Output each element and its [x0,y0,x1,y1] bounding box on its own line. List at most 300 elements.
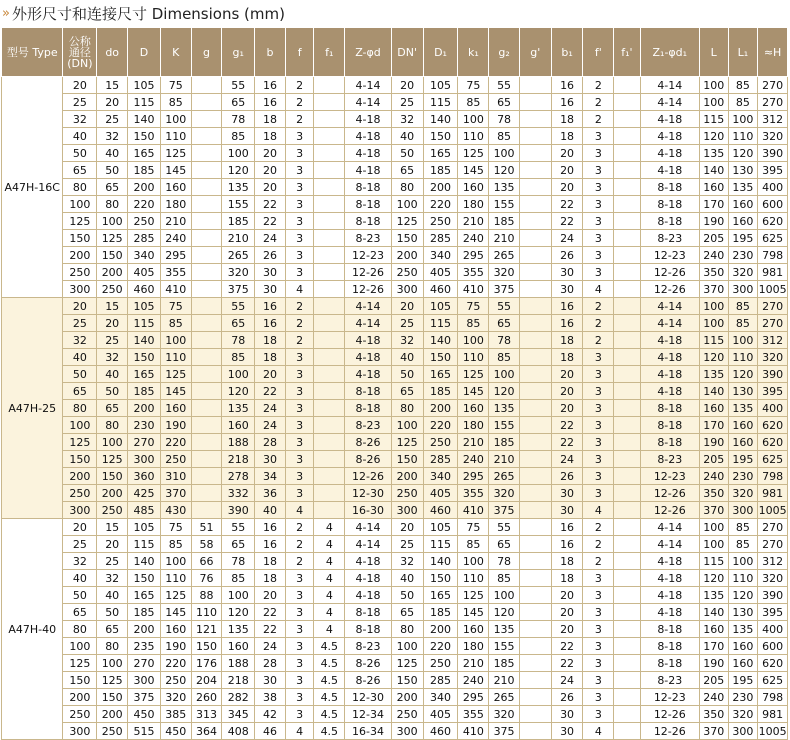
table-cell: 16-30 [345,502,392,519]
table-cell: 135 [699,366,728,383]
table-cell: 100 [63,417,97,434]
table-cell: 4 [583,723,614,740]
table-cell: 3 [583,621,614,638]
table-cell: 100 [222,587,255,604]
table-cell: 100 [97,434,128,451]
table-cell: 185 [128,383,161,400]
table-cell [614,621,640,638]
table-cell: 100 [391,638,423,655]
table-cell: 405 [423,706,458,723]
table-cell: 240 [160,230,191,247]
table-cell: 185 [128,604,161,621]
table-cell: 8-18 [640,179,699,196]
table-cell: 3 [285,400,314,417]
table-cell: 185 [489,655,520,672]
table-cell [519,655,551,672]
table-cell: 1005 [758,503,787,517]
table-cell: 36 [255,485,286,502]
table-row [2,145,788,162]
table-cell: 100 [699,298,728,315]
table-cell: 85 [160,94,191,111]
table-cell: 120 [489,604,520,621]
table-cell [519,247,551,264]
table-cell: 66 [191,553,222,570]
table-cell: 220 [423,196,458,213]
table-cell: 4 [314,587,345,604]
table-cell: 270 [758,298,788,315]
table-row [2,672,788,689]
table-cell: 22 [551,417,583,434]
table-cell: 220 [423,638,458,655]
table-cell [614,536,640,553]
table-cell: 165 [423,587,458,604]
table-row [2,621,788,638]
table-cell: 100 [458,111,489,128]
table-cell: 3 [285,570,314,587]
table-cell [314,332,345,349]
table-cell: 135 [728,621,758,638]
table-cell: 3 [285,230,314,247]
table-cell: 4-14 [640,298,699,315]
table-cell: 2 [583,332,614,349]
header-cell: g [191,28,222,77]
table-cell: 20 [551,162,583,179]
table-cell: 20 [391,298,423,315]
table-cell: 80 [97,638,128,655]
table-cell: 3 [583,128,614,145]
table-cell: 20 [97,315,128,332]
table-cell [314,196,345,213]
table-cell: 105 [128,77,161,94]
table-cell: 80 [63,621,97,638]
table-cell: 620 [758,213,788,230]
table-cell: 2 [583,536,614,553]
table-cell [614,230,640,247]
table-cell: 4 [285,281,314,298]
table-cell: 4-18 [345,570,392,587]
table-row [2,400,788,417]
table-cell: 78 [489,332,520,349]
table-cell: 320 [160,689,191,706]
table-cell: 205 [699,451,728,468]
table-cell: 3 [583,434,614,451]
table-cell: 2 [583,298,614,315]
table-cell: 190 [699,434,728,451]
table-cell: 4-18 [640,349,699,366]
table-cell: 125 [458,587,489,604]
table-cell: 20 [551,621,583,638]
table-cell: 3 [285,672,314,689]
table-cell: 185 [423,604,458,621]
table-cell [614,332,640,349]
table-cell: 22 [551,434,583,451]
table-cell: 160 [699,179,728,196]
table-cell: 4 [314,604,345,621]
table-cell: 65 [489,536,520,553]
table-cell: 250 [97,723,128,740]
table-cell: 240 [699,468,728,485]
table-cell: 8-23 [640,230,699,247]
table-cell: 3 [285,485,314,502]
table-cell: 100 [699,536,728,553]
table-cell: 200 [128,179,161,196]
table-cell: 55 [489,298,520,315]
table-cell: 460 [423,281,458,298]
table-cell: 160 [699,621,728,638]
model-cell: A47H-40 [2,519,63,740]
table-cell: 4-18 [640,553,699,570]
table-cell [519,77,551,94]
table-cell: 220 [128,196,161,213]
table-cell: 25 [97,332,128,349]
table-cell: 3 [583,655,614,672]
table-cell: 18 [255,332,286,349]
table-cell [314,400,345,417]
table-cell: 85 [222,349,255,366]
table-cell [614,689,640,706]
table-cell: 40 [255,502,286,519]
table-cell: 150 [128,570,161,587]
table-cell: 145 [160,162,191,179]
table-cell: 250 [128,213,161,230]
table-cell: 121 [191,621,222,638]
table-cell: 300 [63,723,97,740]
table-cell: 125 [63,655,97,672]
table-cell: 30 [551,281,583,298]
table-cell: 313 [191,706,222,723]
table-cell: 160 [458,400,489,417]
table-cell: 115 [423,536,458,553]
table-cell: 285 [128,230,161,247]
table-cell: 4-18 [640,145,699,162]
table-row [2,587,788,604]
table-row [2,383,788,400]
table-cell: 320 [758,349,788,366]
table-cell: 18 [551,553,583,570]
table-cell: 65 [391,162,423,179]
table-cell: 285 [423,451,458,468]
table-cell: 4-14 [345,94,392,111]
table-cell: 278 [222,468,255,485]
table-row [2,264,788,281]
table-cell: 4-18 [640,332,699,349]
table-cell: 204 [191,672,222,689]
table-cell [519,417,551,434]
header-cell: g₁ [222,28,255,77]
table-cell: 240 [458,451,489,468]
table-cell: 100 [160,553,191,570]
table-cell: 155 [222,196,255,213]
table-cell [614,468,640,485]
table-cell: 4-14 [345,77,392,94]
table-cell: 190 [160,638,191,655]
table-cell: 3 [285,179,314,196]
table-cell: 200 [63,689,97,706]
table-cell [314,230,345,247]
table-cell: 3 [285,366,314,383]
table-row [2,281,788,298]
table-cell: 145 [160,383,191,400]
table-cell: 20 [551,604,583,621]
table-cell: 24 [551,672,583,689]
table-cell: 981 [758,485,788,502]
table-cell: 65 [63,383,97,400]
table-cell: 240 [458,230,489,247]
table-cell [314,179,345,196]
table-cell: 12-30 [345,485,392,502]
table-cell: 150 [128,128,161,145]
table-cell: 515 [128,723,161,740]
table-cell: 340 [128,247,161,264]
header-cell: Z₁-φd₁ [640,28,699,77]
table-cell: 100 [699,77,728,94]
table-cell: 12-23 [640,468,699,485]
table-cell: 395 [758,604,788,621]
table-cell: 24 [255,417,286,434]
table-cell: 160 [728,638,758,655]
table-cell: 65 [391,383,423,400]
table-cell: 270 [758,519,788,536]
table-cell: 85 [489,570,520,587]
table-cell: 220 [160,655,191,672]
table-cell: 200 [423,400,458,417]
table-cell: 250 [423,213,458,230]
table-cell [519,587,551,604]
table-cell [614,672,640,689]
table-cell: 345 [222,706,255,723]
table-cell: 8-18 [345,604,392,621]
table-cell: 80 [391,621,423,638]
table-cell: 8-23 [345,638,392,655]
table-cell [191,434,222,451]
table-cell: 2 [285,111,314,128]
table-cell [191,247,222,264]
table-cell: 100 [63,196,97,213]
table-row [2,536,788,553]
table-cell [191,281,222,298]
table-cell: 22 [551,213,583,230]
table-cell: 50 [63,145,97,162]
table-cell: 185 [423,162,458,179]
table-cell [519,638,551,655]
table-cell: 320 [728,264,758,281]
table-cell: 24 [255,230,286,247]
table-cell: 110 [160,349,191,366]
table-cell [519,196,551,213]
table-cell: 3 [583,230,614,247]
table-cell: 218 [222,672,255,689]
table-cell [191,383,222,400]
table-cell: 110 [458,349,489,366]
table-cell [519,281,551,298]
table-cell [519,349,551,366]
table-cell: 110 [458,128,489,145]
table-cell: 270 [128,434,161,451]
table-cell: 12-34 [345,706,392,723]
table-cell [314,94,345,111]
table-cell: 115 [699,111,728,128]
table-cell [191,451,222,468]
table-cell: 40 [63,349,97,366]
table-cell [614,417,640,434]
table-cell: 312 [758,553,788,570]
table-cell: 25 [391,536,423,553]
table-cell: 395 [758,162,788,179]
table-cell: 350 [699,485,728,502]
title-bar [0,0,790,27]
table-cell: 40 [63,128,97,145]
table-cell [314,366,345,383]
table-cell: 4 [285,502,314,519]
table-cell: 130 [728,383,758,400]
table-cell [519,111,551,128]
table-cell: 375 [489,723,520,740]
table-cell [519,451,551,468]
table-cell [614,383,640,400]
table-cell: 285 [423,672,458,689]
table-cell: 320 [728,706,758,723]
table-cell: 120 [222,604,255,621]
table-cell: 3 [583,366,614,383]
table-cell: 65 [97,400,128,417]
table-cell [614,587,640,604]
table-cell: 110 [728,128,758,145]
table-cell: 16 [551,94,583,111]
table-cell: 200 [391,468,423,485]
table-cell: 340 [423,468,458,485]
table-cell: 20 [551,366,583,383]
table-cell: 18 [551,111,583,128]
table-cell [519,264,551,281]
table-cell [314,264,345,281]
table-cell: 390 [758,366,788,383]
table-cell: 40 [391,570,423,587]
table-row [2,162,788,179]
table-cell [519,689,551,706]
table-cell: 320 [489,706,520,723]
table-cell: 120 [489,162,520,179]
table-cell [519,230,551,247]
table-cell [519,162,551,179]
table-cell [519,672,551,689]
table-cell [519,213,551,230]
table-cell: 12-26 [345,264,392,281]
table-cell: 140 [423,553,458,570]
table-cell: 40 [97,587,128,604]
table-cell [191,162,222,179]
table-cell: 32 [63,553,97,570]
table-cell [519,604,551,621]
table-cell: 375 [489,281,520,298]
table-cell [614,145,640,162]
table-cell: 3 [583,179,614,196]
table-cell: 410 [160,281,191,298]
table-cell: 4-18 [345,111,392,128]
table-cell: 320 [758,570,788,587]
table-cell: 370 [699,723,728,740]
table-cell: 8-18 [345,196,392,213]
table-cell [191,400,222,417]
table-cell [614,434,640,451]
table-cell: 250 [391,485,423,502]
table-cell [519,94,551,111]
table-cell: 105 [128,298,161,315]
table-cell [314,434,345,451]
header-cell: g₂ [489,28,520,77]
table-cell [614,451,640,468]
table-cell: 185 [423,383,458,400]
table-cell: 55 [222,519,255,536]
table-cell: 4-18 [345,553,392,570]
table-cell: 250 [160,672,191,689]
table-cell: 160 [728,655,758,672]
table-cell [519,383,551,400]
table-cell: 75 [160,519,191,536]
table-cell: 3 [583,587,614,604]
table-cell: 8-18 [345,213,392,230]
table-cell [614,604,640,621]
table-cell: 8-23 [640,451,699,468]
header-cell: DN' [391,28,423,77]
table-cell: 8-18 [640,400,699,417]
table-cell: 600 [758,638,788,655]
table-cell [191,77,222,94]
table-cell: 390 [758,587,788,604]
table-cell: 80 [63,400,97,417]
table-cell: 50 [97,162,128,179]
table-cell [314,417,345,434]
table-cell: 3 [583,417,614,434]
header-cell: k₁ [458,28,489,77]
table-cell: 3 [285,706,314,723]
table-cell: 85 [160,536,191,553]
table-cell: 65 [222,536,255,553]
table-cell: 30 [551,706,583,723]
table-cell: 265 [489,468,520,485]
table-cell: 3 [285,604,314,621]
table-cell: 100 [160,111,191,128]
header-row [2,28,788,77]
table-cell: 16 [551,536,583,553]
table-cell: 270 [758,94,788,111]
table-cell: 165 [128,145,161,162]
table-cell [614,723,640,740]
table-cell: 250 [63,264,97,281]
table-cell: 100 [699,519,728,536]
table-cell: 40 [391,349,423,366]
table-cell [614,366,640,383]
table-cell: 400 [758,179,788,196]
table-cell: 20 [551,179,583,196]
table-cell [314,298,345,315]
table-cell: 30 [551,723,583,740]
table-cell: 65 [63,162,97,179]
table-cell: 100 [458,553,489,570]
table-cell [191,128,222,145]
table-cell: 80 [391,179,423,196]
table-cell: 200 [391,247,423,264]
table-cell: 58 [191,536,222,553]
table-cell [314,315,345,332]
table-cell: 3 [285,689,314,706]
table-cell: 88 [191,587,222,604]
table-cell: 75 [458,298,489,315]
table-cell: 12-30 [345,689,392,706]
table-cell [519,179,551,196]
table-cell: 12-26 [640,706,699,723]
table-cell: 18 [255,553,286,570]
table-cell: 18 [551,128,583,145]
